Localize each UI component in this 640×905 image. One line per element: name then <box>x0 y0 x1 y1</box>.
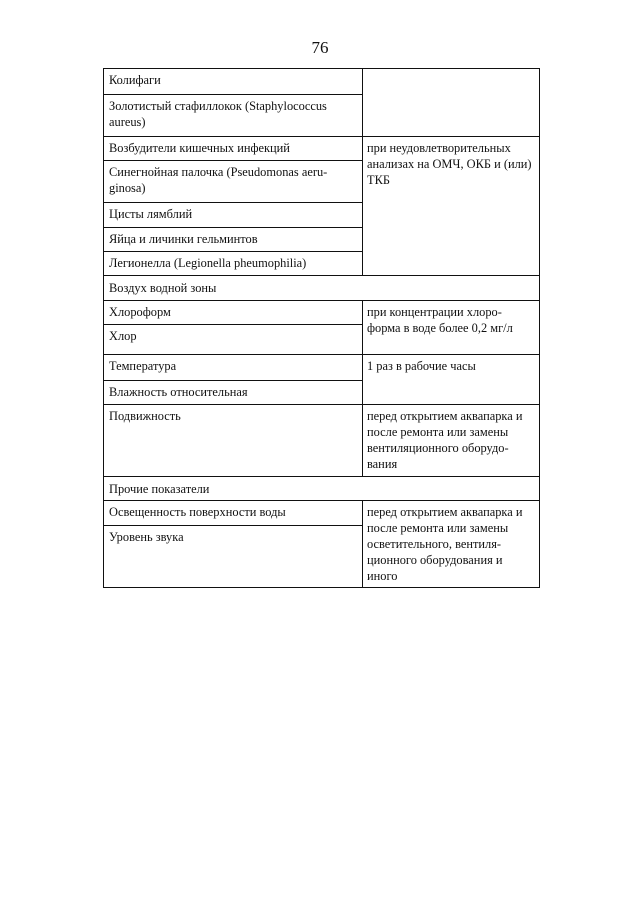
table-row <box>104 355 540 381</box>
frequency-lighting: перед открытием аквапарка и после ремонта или замены осветительного, вентиля-ционного оборудования и иного <box>363 501 540 588</box>
indicator-chloroform: Хлороформ <box>104 301 363 325</box>
table-row <box>104 405 540 477</box>
section-title-air: Воздух водной зоны <box>104 276 540 301</box>
indicator-lamblia-cysts: Цисты лямблий <box>104 203 363 228</box>
table-row <box>104 501 540 526</box>
indicator-mobility: Подвижность <box>104 405 363 477</box>
frequency-working-hours: 1 раз в рабочие часы <box>363 355 540 405</box>
monitoring-table <box>103 68 540 588</box>
section-row <box>104 276 540 301</box>
table-row <box>104 69 540 95</box>
indicator-sound-level: Уровень звука <box>104 526 363 588</box>
indicator-pseudomonas: Синегнойная палочка (Pseudomonas aeru-ginosa) <box>104 161 363 203</box>
indicator-helminth-eggs: Яйца и личинки гельминтов <box>104 228 363 252</box>
indicator-coliphages: Колифаги <box>104 69 363 95</box>
table-row <box>104 137 540 161</box>
empty-frequency-cell <box>363 69 540 137</box>
table-row <box>104 301 540 325</box>
frequency-unsatisfactory-analyses: при неудовлетворительных анализах на ОМЧ, ОКБ и (или) ТКБ <box>363 137 540 276</box>
frequency-chloroform: при концентрации хлоро-форма в воде более 0,2 мг/л <box>363 301 540 355</box>
indicator-staphylococcus: Золотистый стафиллокок (Staphylococcus aureus) <box>104 95 363 137</box>
section-row <box>104 477 540 501</box>
page-number: 76 <box>311 38 329 57</box>
indicator-chlorine: Хлор <box>104 325 363 355</box>
indicator-illumination: Освещенность поверхности воды <box>104 501 363 526</box>
indicator-humidity: Влажность относительная <box>104 381 363 405</box>
indicator-intestinal-pathogens: Возбудители кишечных инфекций <box>104 137 363 161</box>
indicator-temperature: Температура <box>104 355 363 381</box>
frequency-ventilation: перед открытием аквапарка и после ремонта или замены вентиляционного оборудо-вания <box>363 405 540 477</box>
indicator-legionella: Легионелла (Legionella pheumophilia) <box>104 252 363 276</box>
section-title-other: Прочие показатели <box>104 477 540 501</box>
